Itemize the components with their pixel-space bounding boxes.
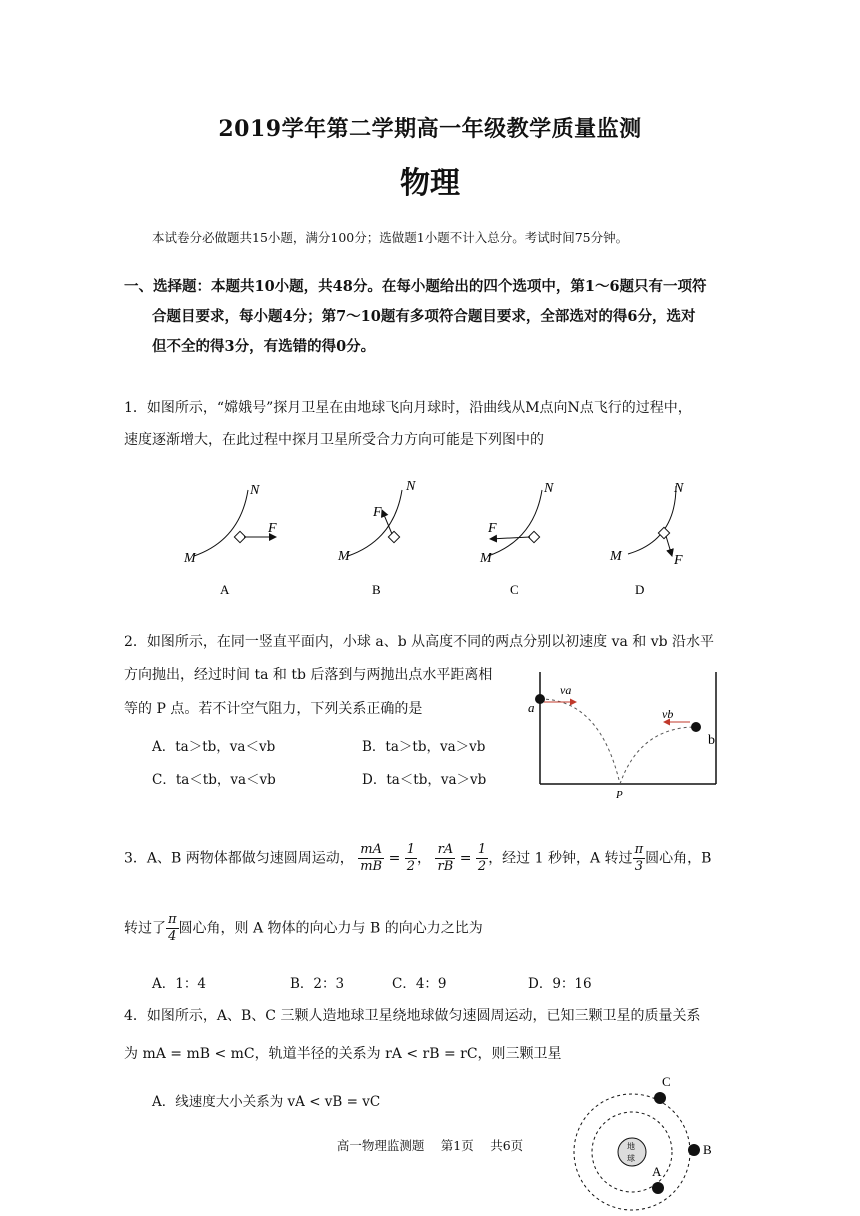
q2-option-b: B．ta＞tb，va＞vb	[362, 739, 486, 755]
equals: =	[388, 850, 401, 867]
q3-mid: ，经过 1 秒钟，A 转过	[488, 850, 633, 867]
fraction-pi-3: $\frac{\pi}{3}$	[634, 842, 644, 874]
exam-note: 本试卷分必做题共15小题，满分100分；选做题1小题不计入总分。考试时间75分钟。	[152, 230, 629, 245]
earth-label-2: 球	[627, 1154, 635, 1163]
q2-line-2: 方向抛出，经过时间 ta 和 tb 后落到与两抛出点水平距离相	[124, 667, 493, 683]
q1-figure-d	[609, 481, 684, 597]
q3-suffix: 圆心角，B	[645, 850, 712, 867]
q2-figure	[520, 672, 740, 802]
label-b: b	[708, 733, 715, 748]
label-va: va	[560, 683, 572, 697]
q3-option-b: B．2：3	[290, 976, 345, 992]
q1-figures	[170, 470, 710, 610]
satellite-c	[654, 1092, 666, 1104]
label-a: a	[528, 700, 535, 715]
q4-line-2: 为 mA = mB < mC，轨道半径的关系为 rA < rB = rC，则三颗卫星	[124, 1046, 562, 1062]
label-a: A	[652, 1164, 662, 1179]
label-m: M	[184, 551, 196, 566]
exam-title: 2019学年第二学期高一年级教学质量监测	[218, 116, 642, 142]
section-line-1: 一、选择题：本题共10小题，共48分。在每小题给出的四个选项中，第1～6题只有一项符	[124, 278, 707, 295]
equals: =	[459, 850, 472, 867]
q2-line-3: 等的 P 点。若不计空气阻力，下列关系正确的是	[124, 701, 423, 717]
option-d-label: D	[635, 582, 645, 597]
label-n: N	[674, 481, 684, 496]
q1-figure-c	[479, 481, 554, 597]
label-f: F	[268, 521, 277, 536]
section-line-2: 合题目要求，每小题4分；第7～10题有多项符合题目要求，全部选对的得6分，选对	[152, 308, 696, 325]
label-f: F	[488, 521, 497, 536]
q1-figure-a	[183, 483, 277, 597]
label-n: N	[406, 479, 416, 494]
label-m: M	[338, 549, 350, 564]
satellite-a	[652, 1182, 664, 1194]
q2-option-c: C．ta＜tb，va＜vb	[152, 772, 276, 788]
q3-line-2: 转过了 $\frac{\pi}{4}$ 圆心角，则 A 物体的向心力与 B 的向心力之比为	[124, 912, 483, 944]
section-instructions	[124, 272, 744, 362]
page-footer: 高一物理监测题 第1页 共6页	[336, 1138, 524, 1153]
section-line-3: 但不全的得3分，有选错的得0分。	[152, 338, 376, 355]
q1-line-2: 速度逐渐增大，在此过程中探月卫星所受合力方向可能是下列图中的	[124, 432, 544, 448]
q1-line-1: 1．如图所示，“嫦娥号”探月卫星在由地球飞向月球时，沿曲线从M点向N点飞行的过程中，	[124, 400, 692, 416]
q1-figure-b	[337, 479, 416, 597]
label-n: N	[544, 481, 554, 496]
label-f: F	[373, 505, 382, 520]
label-vb: vb	[662, 707, 674, 721]
q3-line-1: 3．A、B 两物体都做匀速圆周运动， $\frac{mA}{mB}$ = $\frac{1}{2}$ ， $\frac{rA}{rB}$ = $\frac{1}{2}$ ，经过 1 秒钟，A 转过 $\frac{\pi}{3}$ 圆心角，B	[124, 842, 712, 874]
label-f: F	[674, 553, 683, 568]
q2-option-a: A．ta＞tb，va＜vb	[152, 739, 276, 755]
fraction-pi-4: $\frac{\pi}{4}$	[168, 912, 177, 944]
q3-option-c: C．4：9	[392, 976, 447, 992]
q3-option-d: D．9：16	[528, 976, 592, 992]
option-c-label: C	[510, 582, 519, 597]
ball-a	[535, 694, 545, 704]
label-m: M	[610, 549, 622, 564]
q4-option-a: A．线速度大小关系为 vA < vB = vC	[152, 1094, 381, 1110]
label-c: C	[662, 1074, 671, 1089]
fraction-mass: $\frac{mA}{mB}$	[360, 842, 383, 874]
q2-line-1: 2．如图所示，在同一竖直平面内，小球 a、b 从高度不同的两点分别以初速度 va 和 vb 沿水平	[124, 634, 715, 650]
option-a-label: A	[220, 582, 230, 597]
label-n: N	[250, 483, 260, 498]
q3-prefix: 3．A、B 两物体都做匀速圆周运动，	[124, 850, 354, 867]
subject-title: 物理	[400, 166, 460, 201]
ball-b	[691, 722, 701, 732]
q2-option-d: D．ta＜tb，va＞vb	[362, 772, 487, 788]
fraction-radius: $\frac{rA}{rB}$	[437, 842, 454, 874]
label-b: B	[703, 1142, 712, 1157]
label-p: P	[616, 789, 623, 801]
earth-label-1: 地	[627, 1142, 635, 1151]
q3-option-a: A．1：4	[152, 976, 206, 992]
q4-line-1: 4．如图所示，A、B、C 三颗人造地球卫星绕地球做匀速圆周运动，已知三颗卫星的质量关系	[124, 1008, 701, 1024]
option-b-label: B	[372, 582, 381, 597]
label-m: M	[480, 551, 492, 566]
fraction-half: $\frac{1}{2}$	[477, 842, 487, 874]
fraction-half: $\frac{1}{2}$	[406, 842, 416, 874]
